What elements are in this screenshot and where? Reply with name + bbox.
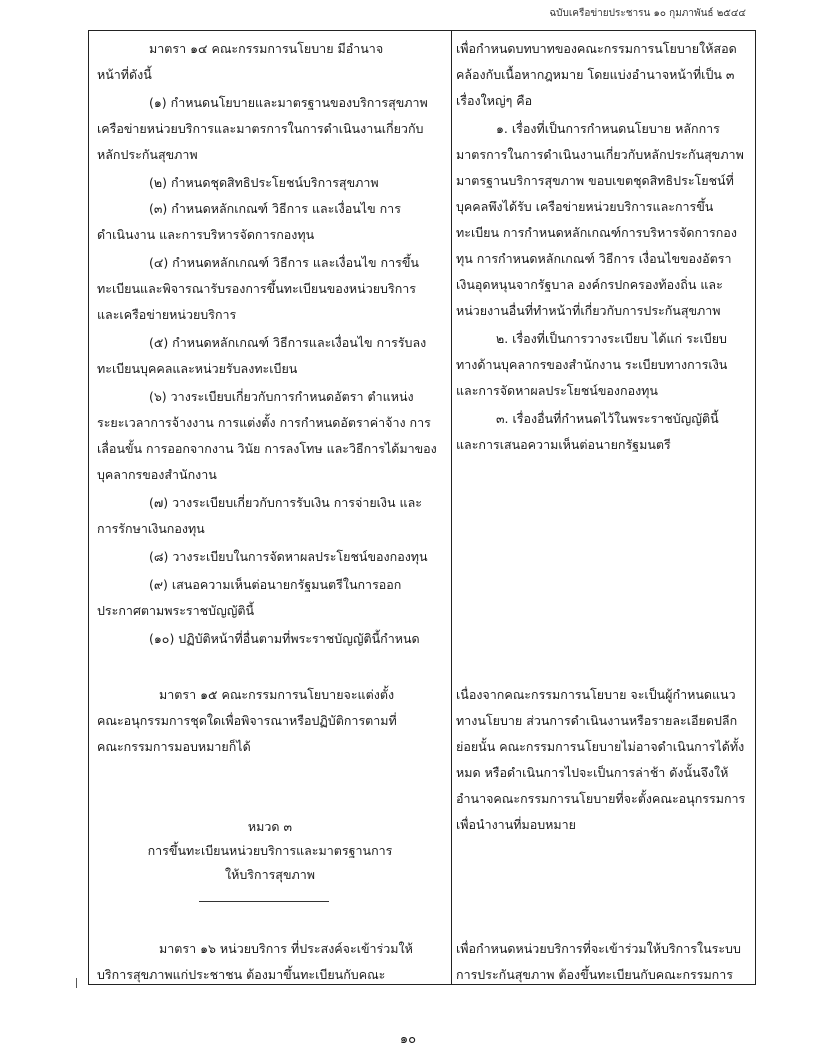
right-line: หมด หรือดำเนินการไปจะเป็นการล่าช้า ดังนั้นจึงให้ [456,765,729,780]
right-line: คล้องกับเนื้อหากฎหมาย โดยแบ่งอำนาจหน้าที่เป็น ๓ [456,67,735,82]
left-line: และเครือข่ายหน่วยบริการ [97,307,237,322]
right-line: มาตรการในการดำเนินงานเกี่ยวกับหลักประกันสุขภาพ [456,147,744,162]
left-line: บริการสุขภาพแก่ประชาชน ต้องมาขึ้นทะเบียนกับคณะ [97,967,386,982]
right-line: การประกันสุขภาพ ต้องขึ้นทะเบียนกับคณะกรรมการ [456,967,733,982]
left-line: (๗) วางระเบียบเกี่ยวกับการรับเงิน การจ่ายเงิน และ [149,495,422,510]
right-line: ทางด้านบุคลากรของสำนักงาน ระเบียบทางการเงิน [456,357,728,372]
left-line: ทะเบียนบุคคลและหน่วยรับลงทะเบียน [97,361,298,376]
left-line: (๑๐) ปฏิบัติหน้าที่อื่นตามที่พระราชบัญญัตินี้กำหนด [149,631,420,646]
right-line: ทุน การกำหนดหลักเกณฑ์ วิธีการ เงื่อนไขของอัตรา [456,251,732,266]
left-line: คณะอนุกรรมการชุดใดเพื่อพิจารณาหรือปฏิบัติการตามที่ [97,713,397,728]
left-line: บุคลากรของสำนักงาน [97,467,217,482]
left-line: (๖) วางระเบียบเกี่ยวกับการกำหนดอัตรา ตำแหน่ง [149,389,414,404]
content-table [88,30,756,985]
right-line: มาตรฐานบริการสุขภาพ ขอบเขตชุดสิทธิประโยชน์ที่ [456,173,734,188]
left-line: ทะเบียนและพิจารณารับรองการขึ้นทะเบียนของหน่วยบริการ [97,281,417,296]
left-line: (๙) เสนอความเห็นต่อนายกรัฐมนตรีในการออก [149,577,402,592]
left-line: หน้าที่ดังนี้ [97,67,152,82]
left-line: การรักษาเงินกองทุน [97,521,205,536]
left-line: มาตรา ๑๖ หน่วยบริการ ที่ประสงค์จะเข้าร่วมให้ [159,941,413,956]
margin-mark [76,978,77,988]
chapter-heading-line: ให้บริการสุขภาพ [225,867,315,882]
page-number: ๑๐ [399,1032,417,1047]
rationale-column [452,31,756,984]
left-line: เครือข่ายหน่วยบริการและมาตรการในการดำเนินงานเกี่ยวกับ [97,121,424,136]
left-line: คณะกรรมการมอบหมายก็ได้ [97,739,251,754]
right-line: อำนาจคณะกรรมการนโยบายที่จะตั้งคณะอนุกรรมการ [456,791,746,806]
right-line: และการจัดหาผลประโยชน์ของกองทุน [456,383,658,398]
right-line: เพื่อนำงานที่มอบหมาย [456,817,576,832]
right-line: ทะเบียน การกำหนดหลักเกณฑ์การบริหารจัดการกอง [456,225,737,240]
left-line: ระยะเวลาการจ้างงาน การแต่งตั้ง การกำหนดอัตราค่าจ้าง การ [97,415,431,430]
right-line: หน่วยงานอื่นที่ทำหน้าที่เกี่ยวกับการประกันสุขภาพ [456,303,721,318]
law-text-column [89,31,451,984]
left-line: (๑) กำหนดนโยบายและมาตรฐานของบริการสุขภาพ [149,95,428,110]
right-line: บุคคลพึงได้รับ เครือข่ายหน่วยบริการและการขึ้น [456,199,714,214]
right-line: เนื่องจากคณะกรรมการนโยบาย จะเป็นผู้กำหนดแนว [456,687,736,702]
right-line: ย่อยนั้น คณะกรรมการนโยบายไม่อาจดำเนินการได้ทั้ง [456,739,745,754]
left-line: มาตรา ๑๕ คณะกรรมการนโยบายจะแต่งตั้ง [159,687,395,702]
right-line: เงินอุดหนุนจากรัฐบาล องค์กรปกครองท้องถิ่น และ [456,277,723,292]
left-line: (๔) กำหนดหลักเกณฑ์ วิธีการ และเงื่อนไข การขึ้น [149,255,419,270]
right-line: เรื่องใหญ่ๆ คือ [456,93,533,108]
left-line: (๕) กำหนดหลักเกณฑ์ วิธีการและเงื่อนไข การรับลง [149,335,427,350]
left-line: ประกาศตามพระราชบัญญัตินี้ [97,603,255,618]
section-rule [199,901,329,902]
left-line: เลื่อนขั้น การออกจากงาน วินัย การลงโทษ และวิธีการได้มาของ [97,441,437,456]
right-line: ๓. เรื่องอื่นที่กำหนดไว้ในพระราชบัญญัตินี้ [496,411,719,426]
chapter-heading-line: การขึ้นทะเบียนหน่วยบริการและมาตรฐานการ [147,843,393,858]
right-line: ๒. เรื่องที่เป็นการวางระเบียบ ได้แก่ ระเบียบ [496,331,727,346]
right-line: ทางนโยบาย ส่วนการดำเนินงานหรือรายละเอียดปลีก [456,713,738,728]
chapter-heading-line: หมวด ๓ [247,819,293,834]
page-header: ฉบับเครือข่ายประชารน ๑๐ กุมภาพันธ์ ๒๕๔๔ [549,8,746,19]
right-line: ๑. เรื่องที่เป็นการกำหนดนโยบาย หลักการ [496,121,720,136]
left-line: (๘) วางระเบียบในการจัดหาผลประโยชน์ของกองทุน [149,549,428,564]
right-line: เพื่อกำหนดหน่วยบริการที่จะเข้าร่วมให้บริการในระบบ [456,941,741,956]
left-line: ดำเนินงาน และการบริหารจัดการกองทุน [97,227,315,242]
right-line: และการเสนอความเห็นต่อนายกรัฐมนตรี [456,437,671,452]
left-line: (๒) กำหนดชุดสิทธิประโยชน์บริการสุขภาพ [149,175,379,190]
right-line: เพื่อกำหนดบทบาทของคณะกรรมการนโยบายให้สอด [456,41,737,56]
left-line: มาตรา ๑๔ คณะกรรมการนโยบาย มีอำนาจ [149,41,384,56]
left-line: (๓) กำหนดหลักเกณฑ์ วิธีการ และเงื่อนไข การ [149,201,401,216]
left-line: หลักประกันสุขภาพ [97,147,198,162]
